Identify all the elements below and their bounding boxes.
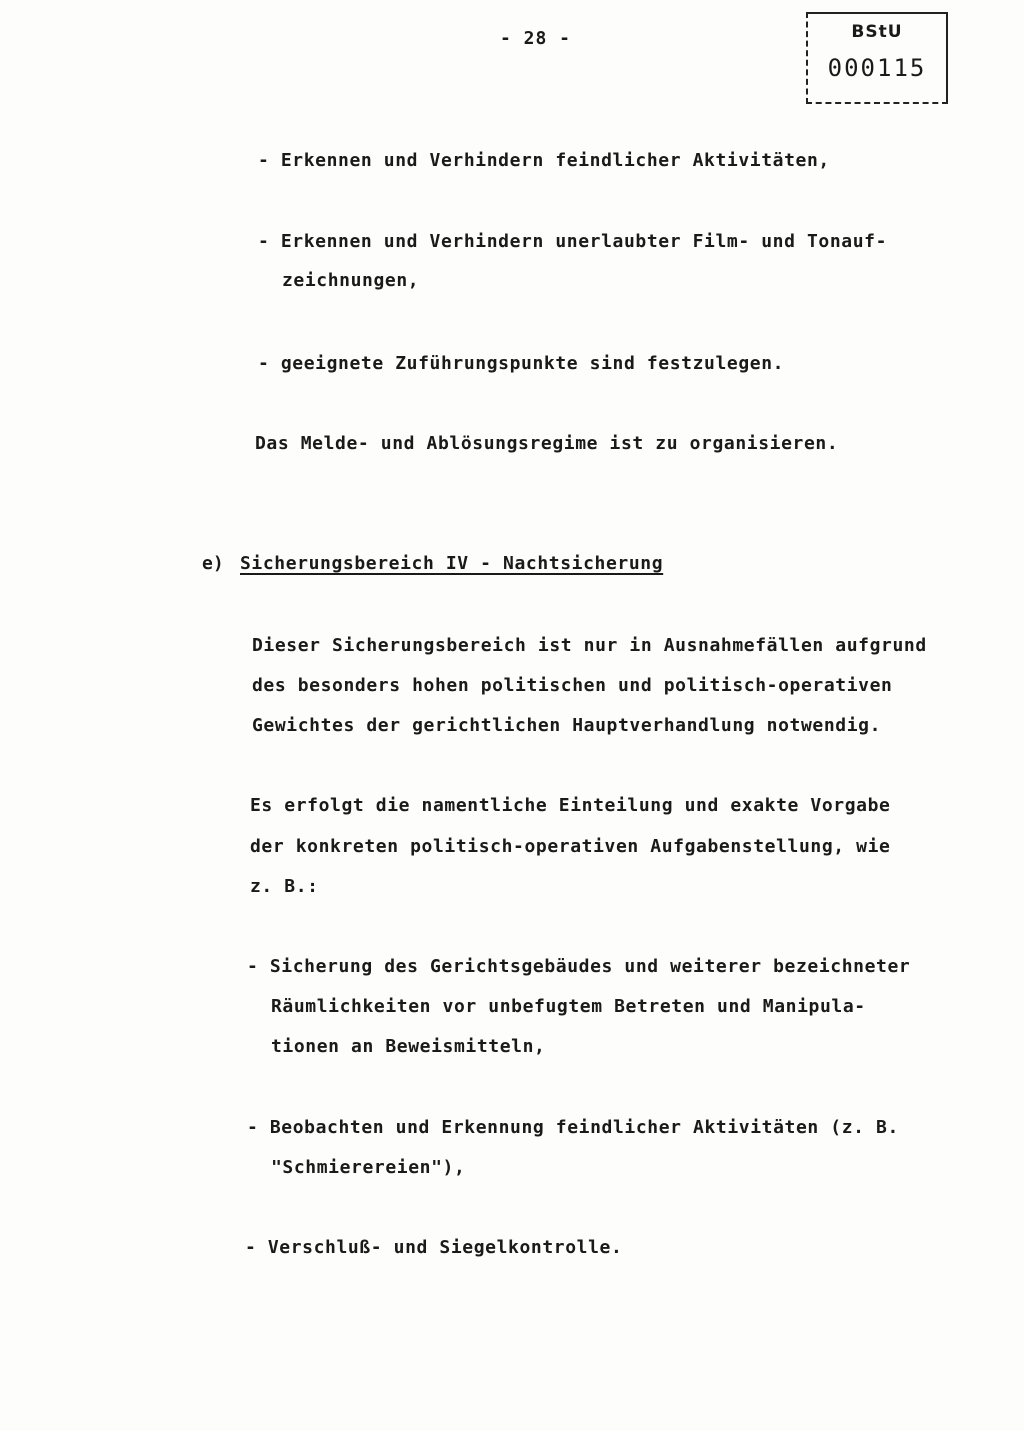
paragraph-line: Das Melde- und Ablösungsregime ist zu organisieren. [255,433,839,454]
archive-stamp [806,12,948,104]
paragraph-line: Dieser Sicherungsbereich ist nur in Ausnahmefällen aufgrund [252,635,927,656]
list-item: - Erkennen und Verhindern unerlaubter Film- und Tonauf- [258,231,888,252]
list-item-continuation: zeichnungen, [282,270,420,291]
list-item-continuation: tionen an Beweismitteln, [271,1036,546,1057]
list-item: - Beobachten und Erkennung feindlicher Aktivitäten (z. B. [247,1117,899,1138]
paragraph-line: der konkreten politisch-operativen Aufgabenstellung, wie [250,836,891,857]
list-item: - geeignete Zuführungspunkte sind festzulegen. [258,353,785,374]
paragraph-line: des besonders hohen politischen und politisch-operativen [252,675,893,696]
paragraph-line: Gewichtes der gerichtlichen Hauptverhandlung notwendig. [252,715,882,736]
list-item: - Verschluß- und Siegelkontrolle. [245,1237,623,1258]
page-number: - 28 - [500,28,572,49]
paragraph-line: z. B.: [250,876,319,897]
stamp-label: BStU [851,22,903,42]
list-item-continuation: "Schmierereien"), [271,1157,466,1178]
list-item: - Sicherung des Gerichtsgebäudes und weiterer bezeichneter [247,956,911,977]
section-marker: e) [202,553,224,574]
section-heading: Sicherungsbereich IV - Nachtsicherung [240,553,664,574]
paragraph-line: Es erfolgt die namentliche Einteilung und exakte Vorgabe [250,795,891,816]
stamp-number: 000115 [827,54,927,82]
list-item-continuation: Räumlichkeiten vor unbefugtem Betreten und Manipula- [271,996,866,1017]
list-item: - Erkennen und Verhindern feindlicher Aktivitäten, [258,150,830,171]
